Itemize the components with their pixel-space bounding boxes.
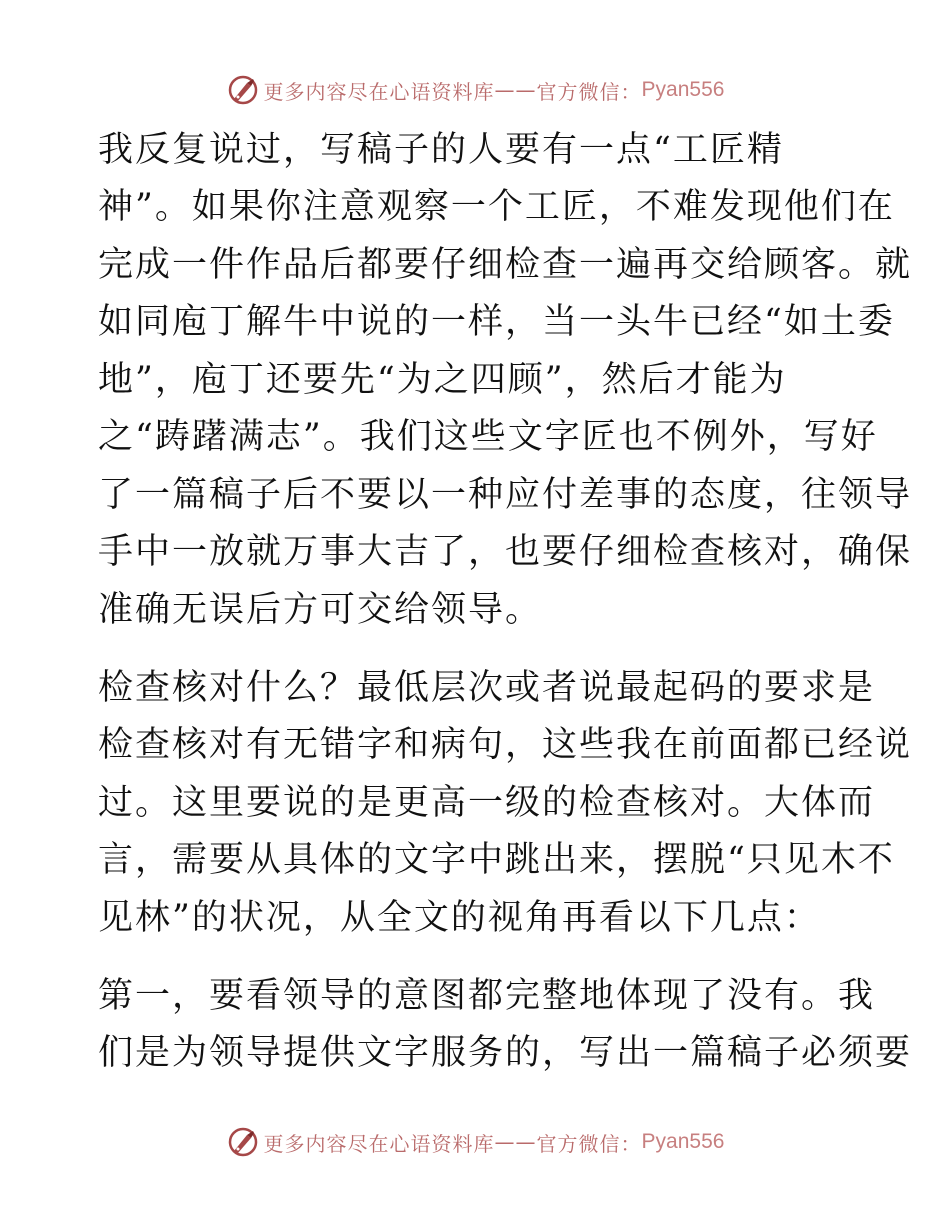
watermark-text: 更多内容尽在心语资料库: [263, 79, 495, 104]
watermark-text: 更多内容尽在心语资料库: [263, 1131, 495, 1156]
body-line: 准确无误后方可交给领导。: [98, 590, 543, 630]
watermark-separator: ——: [494, 78, 537, 102]
body-line: 见林”的状况，从全文的视角再看以下几点：: [98, 898, 821, 938]
pen-nib-logo-icon: [226, 73, 260, 107]
watermark-wechat-label: 官方微信：: [536, 1131, 642, 1156]
body-line: 神”。如果你注意观察一个工匠，不难发现他们在: [98, 187, 895, 227]
body-line: 第一，要看领导的意图都完整地体现了没有。我: [98, 976, 876, 1016]
body-line: 了一篇稿子后不要以一种应付差事的态度，往领导: [98, 475, 913, 515]
body-line: 手中一放就万事大吉了，也要仔细检查核对，确保: [98, 532, 913, 572]
header-watermark: [0, 70, 950, 110]
body-line: 检查核对有无错字和病句，这些我在前面都已经说: [98, 725, 913, 765]
body-line: 完成一件作品后都要仔细检查一遍再交给顾客。就: [98, 245, 913, 285]
footer-watermark: [0, 1122, 950, 1162]
body-line: 过。这里要说的是更高一级的检查核对。大体而: [98, 783, 876, 823]
body-line: 之“踌躇满志”。我们这些文字匠也不例外，写好: [98, 417, 878, 457]
body-line: 地”，庖丁还要先“为之四顾”，然后才能为: [98, 360, 787, 400]
body-line: 我反复说过，写稿子的人要有一点“工匠精: [98, 130, 784, 170]
body-line: 们是为领导提供文字服务的，写出一篇稿子必须要: [98, 1033, 913, 1073]
body-line: 检查核对什么？最低层次或者说最起码的要求是: [98, 668, 876, 708]
body-line: 言，需要从具体的文字中跳出来，摆脱“只见木不: [98, 840, 895, 880]
watermark-wechat-label: 官方微信：: [536, 79, 642, 104]
watermark-separator: ——: [494, 1130, 537, 1154]
pen-nib-logo-icon: [226, 1125, 260, 1159]
body-line: 如同庖丁解牛中说的一样，当一头牛已经“如土委: [98, 302, 895, 342]
watermark-wechat-id: Pyan556: [641, 1130, 725, 1153]
watermark-wechat-id: Pyan556: [641, 78, 725, 101]
